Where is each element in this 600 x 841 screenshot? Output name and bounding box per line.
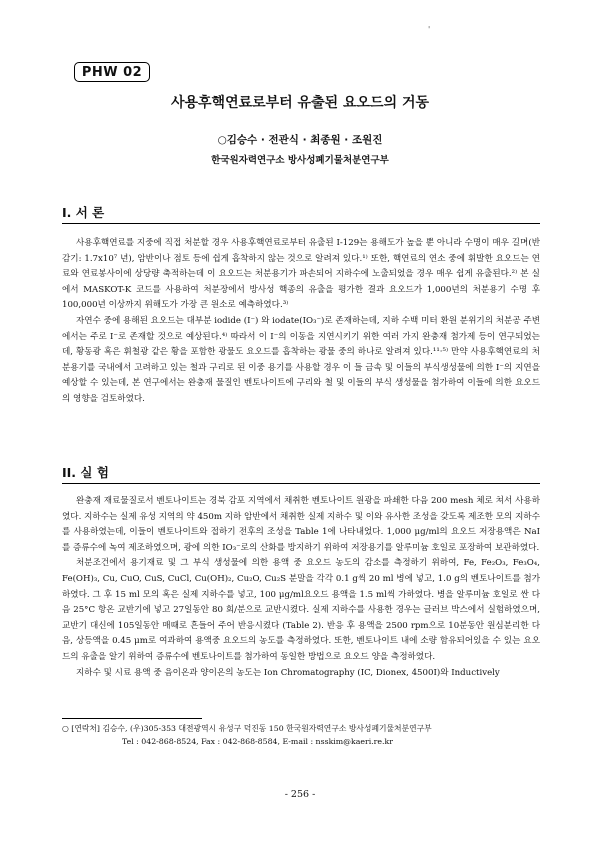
section-heading-experiment: II. 실 험 — [62, 465, 109, 480]
footnote-contact: ○ [연락처] 김승수, (우)305-353 대전광역시 유성구 덕진동 150 한국원자력연구소 방사성폐기물처분연구부 — [62, 724, 432, 733]
paragraph: 처분조건에서 용기재료 및 그 부식 생성물에 의한 용액 중 요오드 농도의 감소를 측정하기 위하여, Fe, Fe₂O₃, Fe₃O₄, Fe(OH)₃, Cu, CuO, CuS, CuCl, Cu(OH)₂, Cu₂O, Cu₂S 분말을 각각 0.1 g씩 20 ml 병에 넣고, 1.0 g의 벤토나이트를 첨가하였다. 그 후 15 ml 모의 혹은 실제 지하수를 넣고, 100 μg/ml요오드 용액을 1.5 ml씩 가하였다. 병을 알루미늄 호일로 싼 다음 25°C 항온 교반기에 넣고 27일동안 80 회/분으로 교반시켰다. 실제 지하수를 사용한 경우는 글러브 박스에서 실험하였으며, 교반기 대신에 105일동안 매때로 흔들어 주어 반응시켰다 (Table 2). 반응 후 용액을 2500 rpm으로 10분동안 원심분리한 다음, 상등액을 0.45 μm로 여과하여 용액중 요오드의 농도를 측정하였다. 또한, 벤토나이트 내에 소량 함유되어있을 수 있는 요오드의 유출을 알기 위하여 증류수에 벤토나이트를 첨가하여 동일한 방법으로 요오드 양을 측정하였다. — [62, 558, 540, 662]
paragraph: 지하수 및 시료 용액 중 음이온과 양이온의 농도는 Ion Chromatography (IC, Dionex, 4500I)와 Inductively — [76, 667, 500, 678]
author-list — [60, 132, 540, 147]
footnote — [62, 722, 540, 748]
section-rule — [62, 223, 540, 224]
page-number: - 256 - — [284, 789, 316, 800]
section-body-intro — [62, 236, 540, 408]
presenter-mark: ○ — [217, 134, 227, 146]
paragraph: 자연수 중에 용해된 요오드는 대부분 iodide (I⁻) 와 iodate(IO₃⁻)로 존재하는데, 지하 수백 미터 환원 분위기의 처분공 주변에서는 주로 I⁻로 존재할 것으로 예상된다.⁴⁾ 따라서 이 I⁻의 이동을 지연시키기 위한 여러 가지 완충재 첨가제 등이 연구되었는데, 황동광 혹은 휘철광 같은 황을 포함한 광물도 요오드를 흡착하는 광물 중의 하나로 알려져 있다.¹¹·⁵⁾ 만약 사용후핵연료의 처분용기를 국내에서 고려하고 있는 철과 구리로 된 이중 용기를 사용할 경우 이 들 금속 및 이들의 부식생성물에 의한 I⁻의 지연을 예상할 수 있는데, 본 연구에서는 완충재 물질인 벤토나이트에 구리와 철 및 이들의 부식 생성물을 첨가하여 이들에 의한 요오드의 영향을 검토하였다. — [62, 315, 540, 404]
section-rule — [62, 483, 540, 484]
session-badge: PHW 02 — [74, 62, 150, 82]
author-names: 김승수 · 전관식 · 최종원 · 조원진 — [226, 134, 383, 146]
paragraph: 사용후핵연료를 지중에 직접 처분할 경우 사용후핵연료로부터 유출된 I-129는 용해도가 높을 뿐 아니라 수명이 매우 길며(반감기: 1.7x10⁷ 년), 암반이나 점토 등에 쉽게 흡착하지 않는 것으로 알려져 있다.¹⁾ 또한, 핵연료의 연소 중에 휘발한 요오드는 연료와 연료봉사이에 상당량 축적하는데 이 요오드는 처분용기가 파손되어 지하수에 노출되었을 경우 매우 쉽게 유출된다.²⁾ 본 실에서 MASKOT-K 코드를 사용하여 처분장에서 방사성 핵종의 유출을 평가한 결과 요오드가 1,000년의 처분용기 수명 후 100,000년 이상까지 위해도가 가장 큰 원소로 예측하였다.³⁾ — [62, 238, 540, 311]
footnote-rule — [62, 718, 202, 719]
section-body-experiment — [62, 494, 540, 681]
scan-mark: ' — [428, 25, 431, 34]
section-heading-intro: I. 서 론 — [62, 205, 105, 220]
affiliation: 한국원자력연구소 방사성폐기물처분연구부 — [211, 155, 389, 166]
paper-title: 사용후핵연료로부터 유출된 요오드의 거동 — [170, 95, 430, 111]
footnote-phone: Tel : 042-868-8524, Fax : 042-868-8584, E-mail : nsskim@kaeri.re.kr — [122, 737, 393, 746]
paragraph: 완충재 재료물질로서 벤토나이트는 경북 감포 지역에서 채취한 벤토나이트 원광을 파쇄한 다음 200 mesh 체로 쳐서 사용하였다. 지하수는 실제 유성 지역의 약 450m 지하 암반에서 채취한 실제 지하수 및 이와 유사한 조성을 갖도록 제조한 모의 지하수를 사용하였는데, 이들이 벤토나이트와 접하기 전후의 조성을 Table 1에 나타내었다. 1,000 μg/ml의 요오드 저장용액은 NaI를 증류수에 녹여 제조하였으며, 광에 의한 IO₃⁻로의 산화를 방지하기 위하여 저장용기를 알루미늄 호일로 포장하여 보관하였다. — [62, 496, 540, 553]
